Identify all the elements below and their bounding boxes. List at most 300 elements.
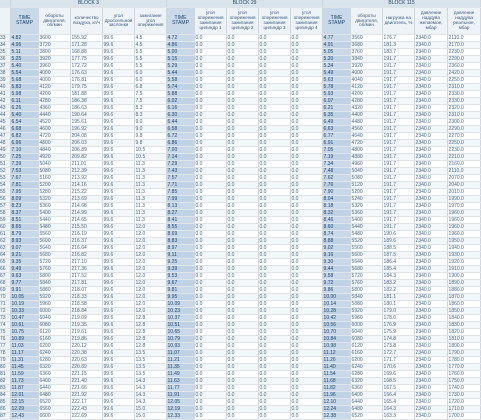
table-cell[interactable]: 0.0 (194, 231, 226, 238)
timestamp-cell[interactable]: 6.35 (322, 112, 350, 119)
timestamp-cell[interactable]: 5.74 (166, 84, 194, 91)
table-cell[interactable]: 5200 (350, 189, 382, 196)
timestamp-cell[interactable]: 12.15 (10, 399, 38, 406)
table-cell[interactable]: 6600 (38, 413, 70, 420)
table-cell[interactable]: 2340.0 (414, 308, 447, 315)
table-cell[interactable]: 6400 (350, 392, 382, 399)
table-cell[interactable]: 12.8 (134, 343, 166, 350)
table-cell[interactable]: 177.75 (70, 56, 102, 63)
table-cell[interactable]: 0.0 (258, 308, 290, 315)
table-cell[interactable]: 191.7 (382, 182, 414, 189)
table-cell[interactable]: 0.0 (194, 63, 226, 70)
table-cell[interactable]: 99.6 (102, 259, 134, 266)
timestamp-cell[interactable]: 11.21 (166, 357, 194, 364)
table-cell[interactable]: 0.0 (290, 413, 322, 420)
table-cell[interactable]: 2340.0 (414, 406, 447, 413)
table-cell[interactable]: 4000 (38, 70, 70, 77)
table-cell[interactable]: 2330.0 (447, 98, 480, 105)
table-cell[interactable]: 4800 (38, 140, 70, 147)
timestamp-cell[interactable]: 7.85 (166, 189, 194, 196)
table-cell[interactable]: 0.0 (226, 322, 258, 329)
table-cell[interactable]: 0.0 (226, 329, 258, 336)
table-cell[interactable]: 2340.0 (414, 399, 447, 406)
table-cell[interactable]: 217.52 (70, 273, 102, 280)
table-cell[interactable]: 219.09 (70, 315, 102, 322)
table-cell[interactable]: 5440 (350, 224, 382, 231)
table-cell[interactable]: 0.0 (226, 413, 258, 420)
timestamp-cell[interactable]: 10.98 (322, 343, 350, 350)
table-cell[interactable]: 0.0 (194, 182, 226, 189)
table-cell[interactable]: 11.3 (134, 203, 166, 210)
table-cell[interactable]: 99.6 (102, 371, 134, 378)
table-cell[interactable]: 0.0 (194, 343, 226, 350)
timestamp-cell[interactable]: 5.88 (166, 91, 194, 98)
table-cell[interactable]: 0.0 (226, 210, 258, 217)
table-cell[interactable]: 1710.0 (447, 406, 480, 413)
timestamp-cell[interactable]: 10.09 (166, 301, 194, 308)
timestamp-cell[interactable]: 6.16 (166, 105, 194, 112)
table-cell[interactable]: 0.0 (258, 287, 290, 294)
table-cell[interactable]: 2340.0 (414, 140, 447, 147)
table-cell[interactable]: 218.84 (70, 308, 102, 315)
timestamp-cell[interactable]: 6.54 (10, 119, 38, 126)
table-cell[interactable]: 4200 (350, 91, 382, 98)
table-cell[interactable]: 5600 (350, 252, 382, 259)
timestamp-cell[interactable]: 11.77 (166, 385, 194, 392)
table-cell[interactable]: 0.0 (290, 105, 322, 112)
table-cell[interactable]: 187.5 (382, 252, 414, 259)
table-cell[interactable]: 0.0 (258, 112, 290, 119)
table-cell[interactable]: 191.7 (382, 189, 414, 196)
table-cell[interactable]: 1890.0 (447, 280, 480, 287)
table-cell[interactable]: 99.6 (102, 392, 134, 399)
table-cell[interactable]: 0.0 (226, 364, 258, 371)
timestamp-cell[interactable]: 6.26 (10, 105, 38, 112)
table-cell[interactable]: 2340.0 (414, 189, 447, 196)
column-header[interactable]: угол опережения зажигания цилиндр 2 (226, 8, 258, 35)
table-cell[interactable]: 0.0 (258, 126, 290, 133)
table-cell[interactable]: 2250.0 (447, 140, 480, 147)
table-cell[interactable]: 11.3 (134, 182, 166, 189)
table-cell[interactable]: 2340.0 (414, 343, 447, 350)
table-cell[interactable]: 99.6 (102, 189, 134, 196)
timestamp-cell[interactable]: 8.46 (322, 217, 350, 224)
table-cell[interactable]: 2340.0 (414, 252, 447, 259)
timestamp-cell[interactable]: 9.67 (166, 280, 194, 287)
column-header[interactable]: TIME STAMP (166, 8, 194, 35)
table-cell[interactable]: 3960 (38, 63, 70, 70)
table-cell[interactable]: 99.6 (102, 413, 134, 420)
table-cell[interactable]: 168.5 (382, 378, 414, 385)
table-cell[interactable]: 0.0 (258, 413, 290, 420)
timestamp-cell[interactable]: 8.74 (322, 231, 350, 238)
table-cell[interactable]: 99.6 (102, 273, 134, 280)
table-cell[interactable]: 99.6 (102, 49, 134, 56)
table-cell[interactable]: 0.0 (226, 280, 258, 287)
table-cell[interactable]: 99.6 (102, 343, 134, 350)
table-cell[interactable]: 1720.0 (447, 399, 480, 406)
table-cell[interactable]: 4600 (38, 126, 70, 133)
table-cell[interactable]: 190.6 (382, 231, 414, 238)
timestamp-cell[interactable]: 11.73 (10, 378, 38, 385)
table-cell[interactable]: 5640 (38, 245, 70, 252)
table-cell[interactable]: 215.22 (70, 189, 102, 196)
table-cell[interactable]: 179.0 (382, 308, 414, 315)
table-cell[interactable]: 0.0 (226, 392, 258, 399)
table-cell[interactable]: 0.0 (194, 70, 226, 77)
table-cell[interactable]: 5720 (350, 273, 382, 280)
timestamp-cell[interactable]: 5.63 (322, 77, 350, 84)
table-cell[interactable]: 181.88 (70, 91, 102, 98)
table-cell[interactable]: 7.5 (134, 91, 166, 98)
table-cell[interactable]: 0.0 (194, 266, 226, 273)
timestamp-cell[interactable]: 10.14 (322, 301, 350, 308)
table-cell[interactable]: 2340.0 (414, 322, 447, 329)
table-cell[interactable]: 219.61 (70, 329, 102, 336)
column-header[interactable]: обороты двигателя, об/мин (350, 8, 382, 35)
timestamp-cell[interactable]: 12.33 (166, 413, 194, 420)
table-cell[interactable]: 2320.0 (447, 105, 480, 112)
table-cell[interactable]: 5400 (350, 217, 382, 224)
table-cell[interactable]: 8.3 (134, 105, 166, 112)
table-cell[interactable]: 99.6 (102, 308, 134, 315)
timestamp-cell[interactable]: 5.40 (10, 63, 38, 70)
table-cell[interactable]: 99.6 (102, 126, 134, 133)
table-cell[interactable]: 12.0 (134, 231, 166, 238)
table-cell[interactable]: 11.3 (134, 189, 166, 196)
table-cell[interactable]: 5040 (350, 168, 382, 175)
timestamp-cell[interactable]: 8.51 (10, 217, 38, 224)
table-cell[interactable]: 0.0 (226, 343, 258, 350)
table-cell[interactable]: 99.6 (102, 70, 134, 77)
table-cell[interactable]: 0.0 (226, 91, 258, 98)
table-cell[interactable]: 12.0 (134, 287, 166, 294)
table-cell[interactable]: 0.0 (194, 168, 226, 175)
table-cell[interactable]: 0.0 (226, 350, 258, 357)
timestamp-cell[interactable]: 10.84 (322, 336, 350, 343)
table-cell[interactable]: 11.3 (134, 168, 166, 175)
table-cell[interactable]: 3680 (350, 42, 382, 49)
timestamp-cell[interactable]: 9.58 (322, 273, 350, 280)
table-cell[interactable]: 4640 (350, 133, 382, 140)
table-cell[interactable]: 0.0 (258, 119, 290, 126)
table-cell[interactable]: 176.81 (70, 77, 102, 84)
table-cell[interactable]: 4280 (38, 98, 70, 105)
table-cell[interactable]: 0.0 (258, 161, 290, 168)
timestamp-cell[interactable]: 5.00 (166, 49, 194, 56)
table-cell[interactable]: 0.0 (258, 343, 290, 350)
table-cell[interactable]: 0.0 (290, 343, 322, 350)
table-cell[interactable]: 2420.0 (447, 70, 480, 77)
table-cell[interactable]: 0.0 (194, 175, 226, 182)
table-cell[interactable]: 99.6 (102, 245, 134, 252)
table-cell[interactable]: 5800 (38, 273, 70, 280)
table-cell[interactable]: 11.3 (134, 210, 166, 217)
table-cell[interactable]: 11.3 (134, 217, 166, 224)
table-cell[interactable]: 2340.0 (414, 84, 447, 91)
timestamp-cell[interactable]: 8.79 (10, 231, 38, 238)
timestamp-cell[interactable]: 10.56 (322, 322, 350, 329)
table-cell[interactable]: 0.0 (290, 399, 322, 406)
table-cell[interactable]: 0.0 (290, 203, 322, 210)
timestamp-cell[interactable]: 8.23 (10, 203, 38, 210)
table-cell[interactable]: 0.0 (194, 119, 226, 126)
table-cell[interactable]: 2340.0 (414, 371, 447, 378)
timestamp-cell[interactable]: 4.77 (322, 35, 350, 42)
table-cell[interactable]: 0.0 (258, 378, 290, 385)
table-cell[interactable]: 0.0 (194, 336, 226, 343)
table-cell[interactable]: 0.0 (194, 406, 226, 413)
timestamp-cell[interactable]: 9.35 (10, 259, 38, 266)
table-cell[interactable]: 0.0 (226, 105, 258, 112)
table-cell[interactable]: 0.0 (290, 98, 322, 105)
table-cell[interactable]: 2270.0 (447, 133, 480, 140)
table-cell[interactable]: 2340.0 (414, 175, 447, 182)
table-cell[interactable]: 99.6 (102, 357, 134, 364)
timestamp-cell[interactable]: 7.25 (10, 154, 38, 161)
table-cell[interactable]: 212.39 (70, 168, 102, 175)
table-cell[interactable]: 0.0 (226, 154, 258, 161)
table-cell[interactable]: 2310.0 (447, 112, 480, 119)
table-cell[interactable]: 2340.0 (414, 77, 447, 84)
table-cell[interactable]: 5080 (350, 175, 382, 182)
timestamp-cell[interactable]: 9.77 (10, 280, 38, 287)
timestamp-cell[interactable]: 9.53 (166, 273, 194, 280)
table-cell[interactable]: 14.3 (134, 392, 166, 399)
table-cell[interactable]: 0.0 (290, 189, 322, 196)
timestamp-cell[interactable]: 5.44 (166, 70, 194, 77)
table-cell[interactable]: 1850.0 (447, 308, 480, 315)
table-cell[interactable]: 6560 (38, 406, 70, 413)
table-cell[interactable]: 0.0 (258, 294, 290, 301)
table-cell[interactable]: 0.0 (226, 133, 258, 140)
table-cell[interactable]: 217.36 (70, 266, 102, 273)
timestamp-cell[interactable]: 9.30 (322, 259, 350, 266)
table-cell[interactable]: 217.81 (70, 280, 102, 287)
table-cell[interactable]: 2010.0 (447, 189, 480, 196)
table-cell[interactable]: 191.7 (382, 203, 414, 210)
timestamp-cell[interactable]: 11.45 (10, 364, 38, 371)
table-cell[interactable]: 99.6 (102, 224, 134, 231)
table-cell[interactable]: 0.0 (194, 56, 226, 63)
timestamp-cell[interactable]: 10.75 (10, 329, 38, 336)
table-cell[interactable]: 191.7 (382, 126, 414, 133)
table-cell[interactable]: 0.0 (290, 301, 322, 308)
table-cell[interactable]: 2340.0 (414, 315, 447, 322)
table-cell[interactable]: 0.0 (258, 168, 290, 175)
timestamp-cell[interactable]: 6.91 (322, 140, 350, 147)
table-cell[interactable]: 0.0 (290, 231, 322, 238)
table-cell[interactable]: 0.0 (258, 399, 290, 406)
table-cell[interactable]: 0.0 (290, 259, 322, 266)
table-cell[interactable]: 99.6 (102, 385, 134, 392)
table-cell[interactable]: 222.17 (70, 399, 102, 406)
table-cell[interactable]: 6.0 (134, 77, 166, 84)
table-cell[interactable]: 6360 (38, 371, 70, 378)
table-cell[interactable]: 0.0 (226, 140, 258, 147)
table-cell[interactable]: 4280 (350, 98, 382, 105)
table-cell[interactable]: 12.0 (134, 245, 166, 252)
timestamp-cell[interactable]: 11.26 (322, 357, 350, 364)
timestamp-cell[interactable]: 8.88 (322, 238, 350, 245)
table-cell[interactable]: 1910.0 (447, 266, 480, 273)
table-cell[interactable]: 1810.0 (447, 336, 480, 343)
table-cell[interactable]: 5.5 (134, 49, 166, 56)
table-cell[interactable]: 12.0 (134, 273, 166, 280)
timestamp-cell[interactable]: 12.29 (10, 406, 38, 413)
column-header[interactable]: нагрузка на двигатель, % (382, 8, 414, 35)
table-cell[interactable]: 5240 (350, 196, 382, 203)
timestamp-cell[interactable]: 8.04 (322, 196, 350, 203)
table-cell[interactable]: 191.7 (382, 140, 414, 147)
table-cell[interactable]: 0.0 (194, 322, 226, 329)
timestamp-cell[interactable]: 4.82 (10, 35, 38, 42)
timestamp-cell[interactable]: 9.02 (322, 245, 350, 252)
table-cell[interactable]: 2340.0 (414, 413, 447, 420)
table-cell[interactable]: 180.1 (382, 301, 414, 308)
table-cell[interactable]: 0.0 (194, 301, 226, 308)
timestamp-cell[interactable]: 10.65 (166, 329, 194, 336)
table-cell[interactable]: 214.16 (70, 182, 102, 189)
table-cell[interactable]: 2250.0 (447, 77, 480, 84)
table-cell[interactable]: 5320 (350, 203, 382, 210)
table-cell[interactable]: 0.0 (226, 112, 258, 119)
table-cell[interactable]: 0.0 (226, 126, 258, 133)
table-cell[interactable]: 15.0 (134, 406, 166, 413)
table-cell[interactable]: 99.6 (102, 168, 134, 175)
table-cell[interactable]: 10.5 (134, 147, 166, 154)
table-cell[interactable]: 176.63 (70, 70, 102, 77)
table-cell[interactable]: 3800 (38, 49, 70, 56)
table-cell[interactable]: 0.0 (290, 112, 322, 119)
table-cell[interactable]: 179.75 (70, 84, 102, 91)
table-cell[interactable]: 4520 (38, 119, 70, 126)
timestamp-cell[interactable]: 6.63 (322, 126, 350, 133)
table-cell[interactable]: 0.0 (258, 42, 290, 49)
timestamp-cell[interactable]: 8.69 (166, 231, 194, 238)
table-cell[interactable]: 191.7 (382, 70, 414, 77)
table-cell[interactable]: 99.6 (102, 364, 134, 371)
table-cell[interactable]: 0.0 (194, 252, 226, 259)
table-cell[interactable]: 0.0 (258, 154, 290, 161)
table-cell[interactable]: 0.0 (226, 315, 258, 322)
table-cell[interactable]: 204.08 (70, 133, 102, 140)
table-cell[interactable]: 0.0 (226, 203, 258, 210)
table-cell[interactable]: 4800 (350, 147, 382, 154)
timestamp-cell[interactable]: 9.49 (10, 266, 38, 273)
table-cell[interactable]: 12.0 (134, 294, 166, 301)
table-cell[interactable]: 0.0 (258, 175, 290, 182)
table-cell[interactable]: 0.0 (258, 98, 290, 105)
table-cell[interactable]: 0.0 (226, 63, 258, 70)
table-cell[interactable]: 0.0 (258, 77, 290, 84)
table-cell[interactable]: 11.3 (134, 161, 166, 168)
table-cell[interactable]: 4000 (38, 77, 70, 84)
table-cell[interactable]: 0.0 (258, 63, 290, 70)
table-cell[interactable]: 216.82 (70, 252, 102, 259)
timestamp-cell[interactable]: 11.68 (322, 378, 350, 385)
table-cell[interactable]: 0.0 (258, 252, 290, 259)
table-cell[interactable]: 0.0 (226, 147, 258, 154)
table-cell[interactable]: 0.0 (226, 35, 258, 42)
table-cell[interactable]: 0.0 (226, 308, 258, 315)
table-cell[interactable]: 206.03 (70, 140, 102, 147)
table-cell[interactable]: 2340.0 (414, 364, 447, 371)
timestamp-cell[interactable]: 8.55 (166, 224, 194, 231)
timestamp-cell[interactable]: 8.41 (166, 217, 194, 224)
table-cell[interactable]: 2340.0 (414, 210, 447, 217)
table-cell[interactable]: 2310.0 (447, 84, 480, 91)
table-cell[interactable]: 9.0 (134, 119, 166, 126)
timestamp-cell[interactable]: 10.19 (10, 301, 38, 308)
table-cell[interactable]: 14.3 (134, 378, 166, 385)
table-cell[interactable]: 166.4 (382, 392, 414, 399)
timestamp-cell[interactable]: 10.93 (166, 343, 194, 350)
table-cell[interactable]: 0.0 (258, 140, 290, 147)
table-cell[interactable]: 191.7 (382, 119, 414, 126)
timestamp-cell[interactable]: 11.87 (10, 385, 38, 392)
table-cell[interactable]: 0.0 (226, 266, 258, 273)
timestamp-cell[interactable]: 11.63 (166, 378, 194, 385)
group-header-block-3[interactable]: BLOCK 3 (10, 0, 166, 8)
table-cell[interactable]: 2170.0 (447, 42, 480, 49)
timestamp-cell[interactable]: 5.98 (10, 91, 38, 98)
table-cell[interactable]: 0.0 (290, 217, 322, 224)
table-cell[interactable]: 0.0 (258, 196, 290, 203)
table-cell[interactable]: 0.0 (290, 322, 322, 329)
table-cell[interactable]: 0.0 (290, 182, 322, 189)
table-cell[interactable]: 99.6 (102, 378, 134, 385)
table-cell[interactable]: 171.28 (70, 42, 102, 49)
table-cell[interactable]: 0.0 (226, 217, 258, 224)
table-cell[interactable]: 2340.0 (414, 70, 447, 77)
timestamp-cell[interactable]: 6.07 (322, 98, 350, 105)
table-cell[interactable]: 5800 (350, 287, 382, 294)
timestamp-cell[interactable]: 11.17 (10, 350, 38, 357)
table-cell[interactable]: 99.6 (102, 112, 134, 119)
table-cell[interactable]: 99.6 (102, 406, 134, 413)
table-cell[interactable]: 191.7 (382, 161, 414, 168)
timestamp-cell[interactable]: 7.99 (166, 196, 194, 203)
table-cell[interactable]: 2110.0 (447, 168, 480, 175)
table-cell[interactable]: 9.0 (134, 126, 166, 133)
table-cell[interactable]: 173.8 (382, 343, 414, 350)
timestamp-cell[interactable]: 7.71 (166, 182, 194, 189)
table-cell[interactable]: 178.0 (382, 315, 414, 322)
table-cell[interactable]: 0.0 (194, 287, 226, 294)
table-cell[interactable]: 6.8 (134, 84, 166, 91)
table-cell[interactable]: 99.6 (102, 105, 134, 112)
table-cell[interactable]: 2340.0 (414, 56, 447, 63)
table-cell[interactable]: 219.35 (70, 322, 102, 329)
table-cell[interactable]: 8.3 (134, 112, 166, 119)
table-cell[interactable]: 191.7 (382, 210, 414, 217)
table-cell[interactable]: 0.0 (290, 364, 322, 371)
table-cell[interactable]: 5840 (350, 294, 382, 301)
table-cell[interactable]: 0.0 (226, 378, 258, 385)
table-cell[interactable]: 216.19 (70, 231, 102, 238)
timestamp-cell[interactable]: 5.49 (322, 70, 350, 77)
table-cell[interactable]: 2340.0 (414, 224, 447, 231)
table-cell[interactable]: 4000 (350, 70, 382, 77)
table-cell[interactable]: 0.0 (290, 161, 322, 168)
table-cell[interactable]: 9.8 (134, 140, 166, 147)
timestamp-cell[interactable]: 10.70 (322, 329, 350, 336)
table-cell[interactable]: 0.0 (226, 357, 258, 364)
table-cell[interactable]: 0.0 (226, 224, 258, 231)
table-cell[interactable]: 4040 (350, 77, 382, 84)
table-cell[interactable]: 2230.0 (447, 49, 480, 56)
